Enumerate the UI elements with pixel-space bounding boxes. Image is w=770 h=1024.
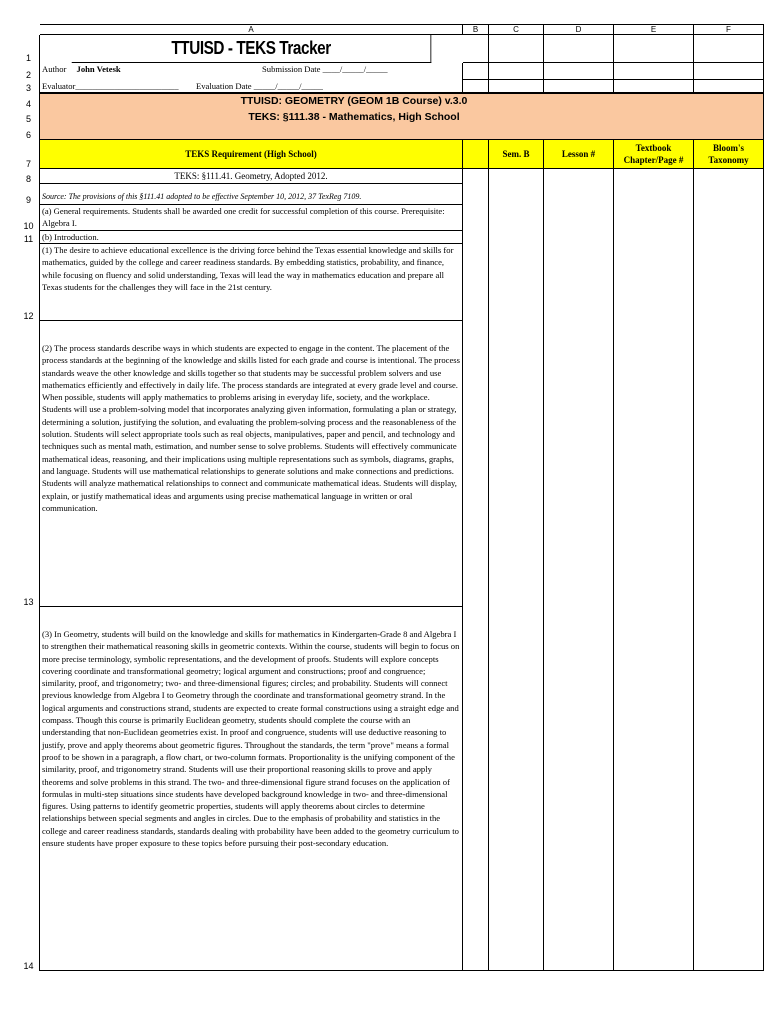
cell[interactable] [544,35,614,63]
column-header-a[interactable]: A [40,24,463,35]
source-cell[interactable]: Source: The provisions of this §111.41 adopted to be effective September 10, 2012, 37 TexReg 7109. [40,184,463,205]
evaluation-date: Evaluation Date _____/_____/_____ [196,81,323,91]
header-sem: Sem. B [489,140,544,169]
evaluator-cell[interactable] [40,80,463,93]
row-number: 9 [18,184,40,205]
evaluator-label: Evaluator________________________ [42,81,179,91]
cell[interactable] [694,35,764,63]
column-header-d[interactable]: D [544,24,614,35]
paragraph-1-cell[interactable]: (1) The desire to achieve educational excellence is the driving force behind the Texas essential knowledge and skills for mathematics, guided by the college and career readiness standards. By embedding statistics, probability, and finance, while focusing on fluency and solid understanding, Texas will lead the way in mathematics education and prepare all Texas students for the challenges they will face in the 21st century. [40,244,463,321]
row-number: 5 [18,109,40,124]
column-e-body[interactable] [614,169,694,971]
column-f-body[interactable] [694,169,764,971]
row-number: 7 [18,140,40,169]
teks-title: TEKS: §111.38 - Mathematics, High School [248,110,460,123]
cell[interactable] [463,63,489,80]
cell[interactable] [489,80,544,93]
header-blooms: Bloom's Taxonomy [694,140,764,169]
header-requirement: TEKS Requirement (High School) [40,140,463,169]
row-number: 4 [18,93,40,109]
column-header-e[interactable]: E [614,24,694,35]
cell[interactable] [694,80,764,93]
row-number: 8 [18,169,40,184]
title-cell[interactable]: TTUISD - TEKS Tracker [72,35,432,63]
row-number: 3 [18,80,40,93]
row-number: 2 [18,63,40,80]
cell[interactable] [489,63,544,80]
teks-line-cell[interactable]: TEKS: §111.41. Geometry, Adopted 2012. [40,169,463,184]
row-number: 12 [18,244,40,321]
cell[interactable] [614,63,694,80]
author-name: John Vetesk [76,64,121,74]
cell[interactable] [489,35,544,63]
cell[interactable] [544,80,614,93]
paragraph-2-cell[interactable]: (2) The process standards describe ways in which students are expected to engage in the content. The placement of the process standards at the beginning of the knowledge and skills listed for each grade and course is intentional. The process standards weave the other knowledge and skills together so that students may be successful problem solvers and use mathematics efficiently and effectively in daily life. The process standards are integrated at every grade level and course. When possible, students will apply mathematics to problems arising in everyday life, society, and the workplace. Students will use a problem-solving model that incorporates analyzing given information, formulating a plan or strategy, determining a solution, justifying the solution, and evaluating the problem-solving process and the reasonableness of the solution. Students will select appropriate tools such as real objects, manipulatives, paper and pencil, and technology and techniques such as mental math, estimation, and number sense to solve problems. Students will effectively communicate mathematical ideas, reasoning, and their implications using multiple representations such as symbols, diagrams, graphs, and language. Students will use mathematical relationships to generate solutions and make connections and predictions. Students will analyze mathematical relationships to connect and communicate mathematical ideas. Students will display, explain, or justify mathematical ideas and arguments using precise mathematical language in written or oral communication. [40,321,463,607]
submission-date: Submission Date ____/_____/_____ [262,64,388,74]
cell[interactable] [614,80,694,93]
column-b-body[interactable] [463,169,489,971]
column-c-body[interactable] [489,169,544,971]
column-header-b[interactable]: B [463,24,489,35]
course-title: TTUISD: GEOMETRY (GEOM 1B Course) v.3.0 [240,95,468,107]
cell[interactable] [463,80,489,93]
header-cell-b [463,140,489,169]
row-number: 10 [18,205,40,231]
cell[interactable] [463,35,489,63]
author-label: Author [42,64,67,74]
author-cell[interactable] [40,63,463,80]
general-requirements-cell[interactable]: (a) General requirements. Students shall be awarded one credit for successful completion of this course. Prerequisite: Algebra I. [40,205,463,231]
row-number: 1 [18,35,40,63]
header-lesson: Lesson # [544,140,614,169]
row-number: 13 [18,321,40,607]
cell[interactable] [544,63,614,80]
row-number: 11 [18,231,40,244]
cell[interactable] [694,63,764,80]
row-number: 14 [18,607,40,971]
column-header-c[interactable]: C [489,24,544,35]
row-number: 6 [18,124,40,140]
header-textbook: Textbook Chapter/Page # [614,140,694,169]
column-d-body[interactable] [544,169,614,971]
column-header-f[interactable]: F [694,24,764,35]
introduction-cell[interactable]: (b) Introduction. [40,231,463,244]
cell[interactable] [614,35,694,63]
paragraph-3-cell[interactable]: (3) In Geometry, students will build on the knowledge and skills for mathematics in Kindergarten-Grade 8 and Algebra I to strengthen their mathematical reasoning skills in geometric contexts. Within the course, students will begin to focus on more precise terminology, symbolic representations, and the development of proofs. Students will explore concepts covering coordinate and transformational geometry; logical argument and constructions; proof and congruence; similarity, proof, and trigonometry; two- and three-dimensional figures; circles; and probability. Students will connect previous knowledge from Algebra I to Geometry through the coordinate and transformational geometry strand. In the logical arguments and constructions strand, students are expected to create formal constructions using a straight edge and compass. Though this course is primarily Euclidean geometry, students should complete the course with an understanding that non-Euclidean geometries exist. In proof and congruence, students will use deductive reasoning to justify, prove and apply theorems about geometric figures. Throughout the standards, the term "prove" means a formal proof to be shown in a paragraph, a flow chart, or two-column formats. Proportionality is the unifying component of the similarity, proof, and trigonometry strand. Students will use their proportional reasoning skills to prove and apply theorems and solve problems in this strand. The two- and three-dimensional figure strand focuses on the application of formulas in multi-step situations since students have developed background knowledge in two- and three-dimensional figures. Using patterns to identify geometric properties, students will apply theorems about circles to determine relationships between special segments and angles in circles. Due to the emphasis of probability and statistics in the college and career readiness standards, standards dealing with probability have been added to the geometry curriculum to ensure students have proper exposure to these topics before pursuing their post-secondary education. [40,607,463,971]
